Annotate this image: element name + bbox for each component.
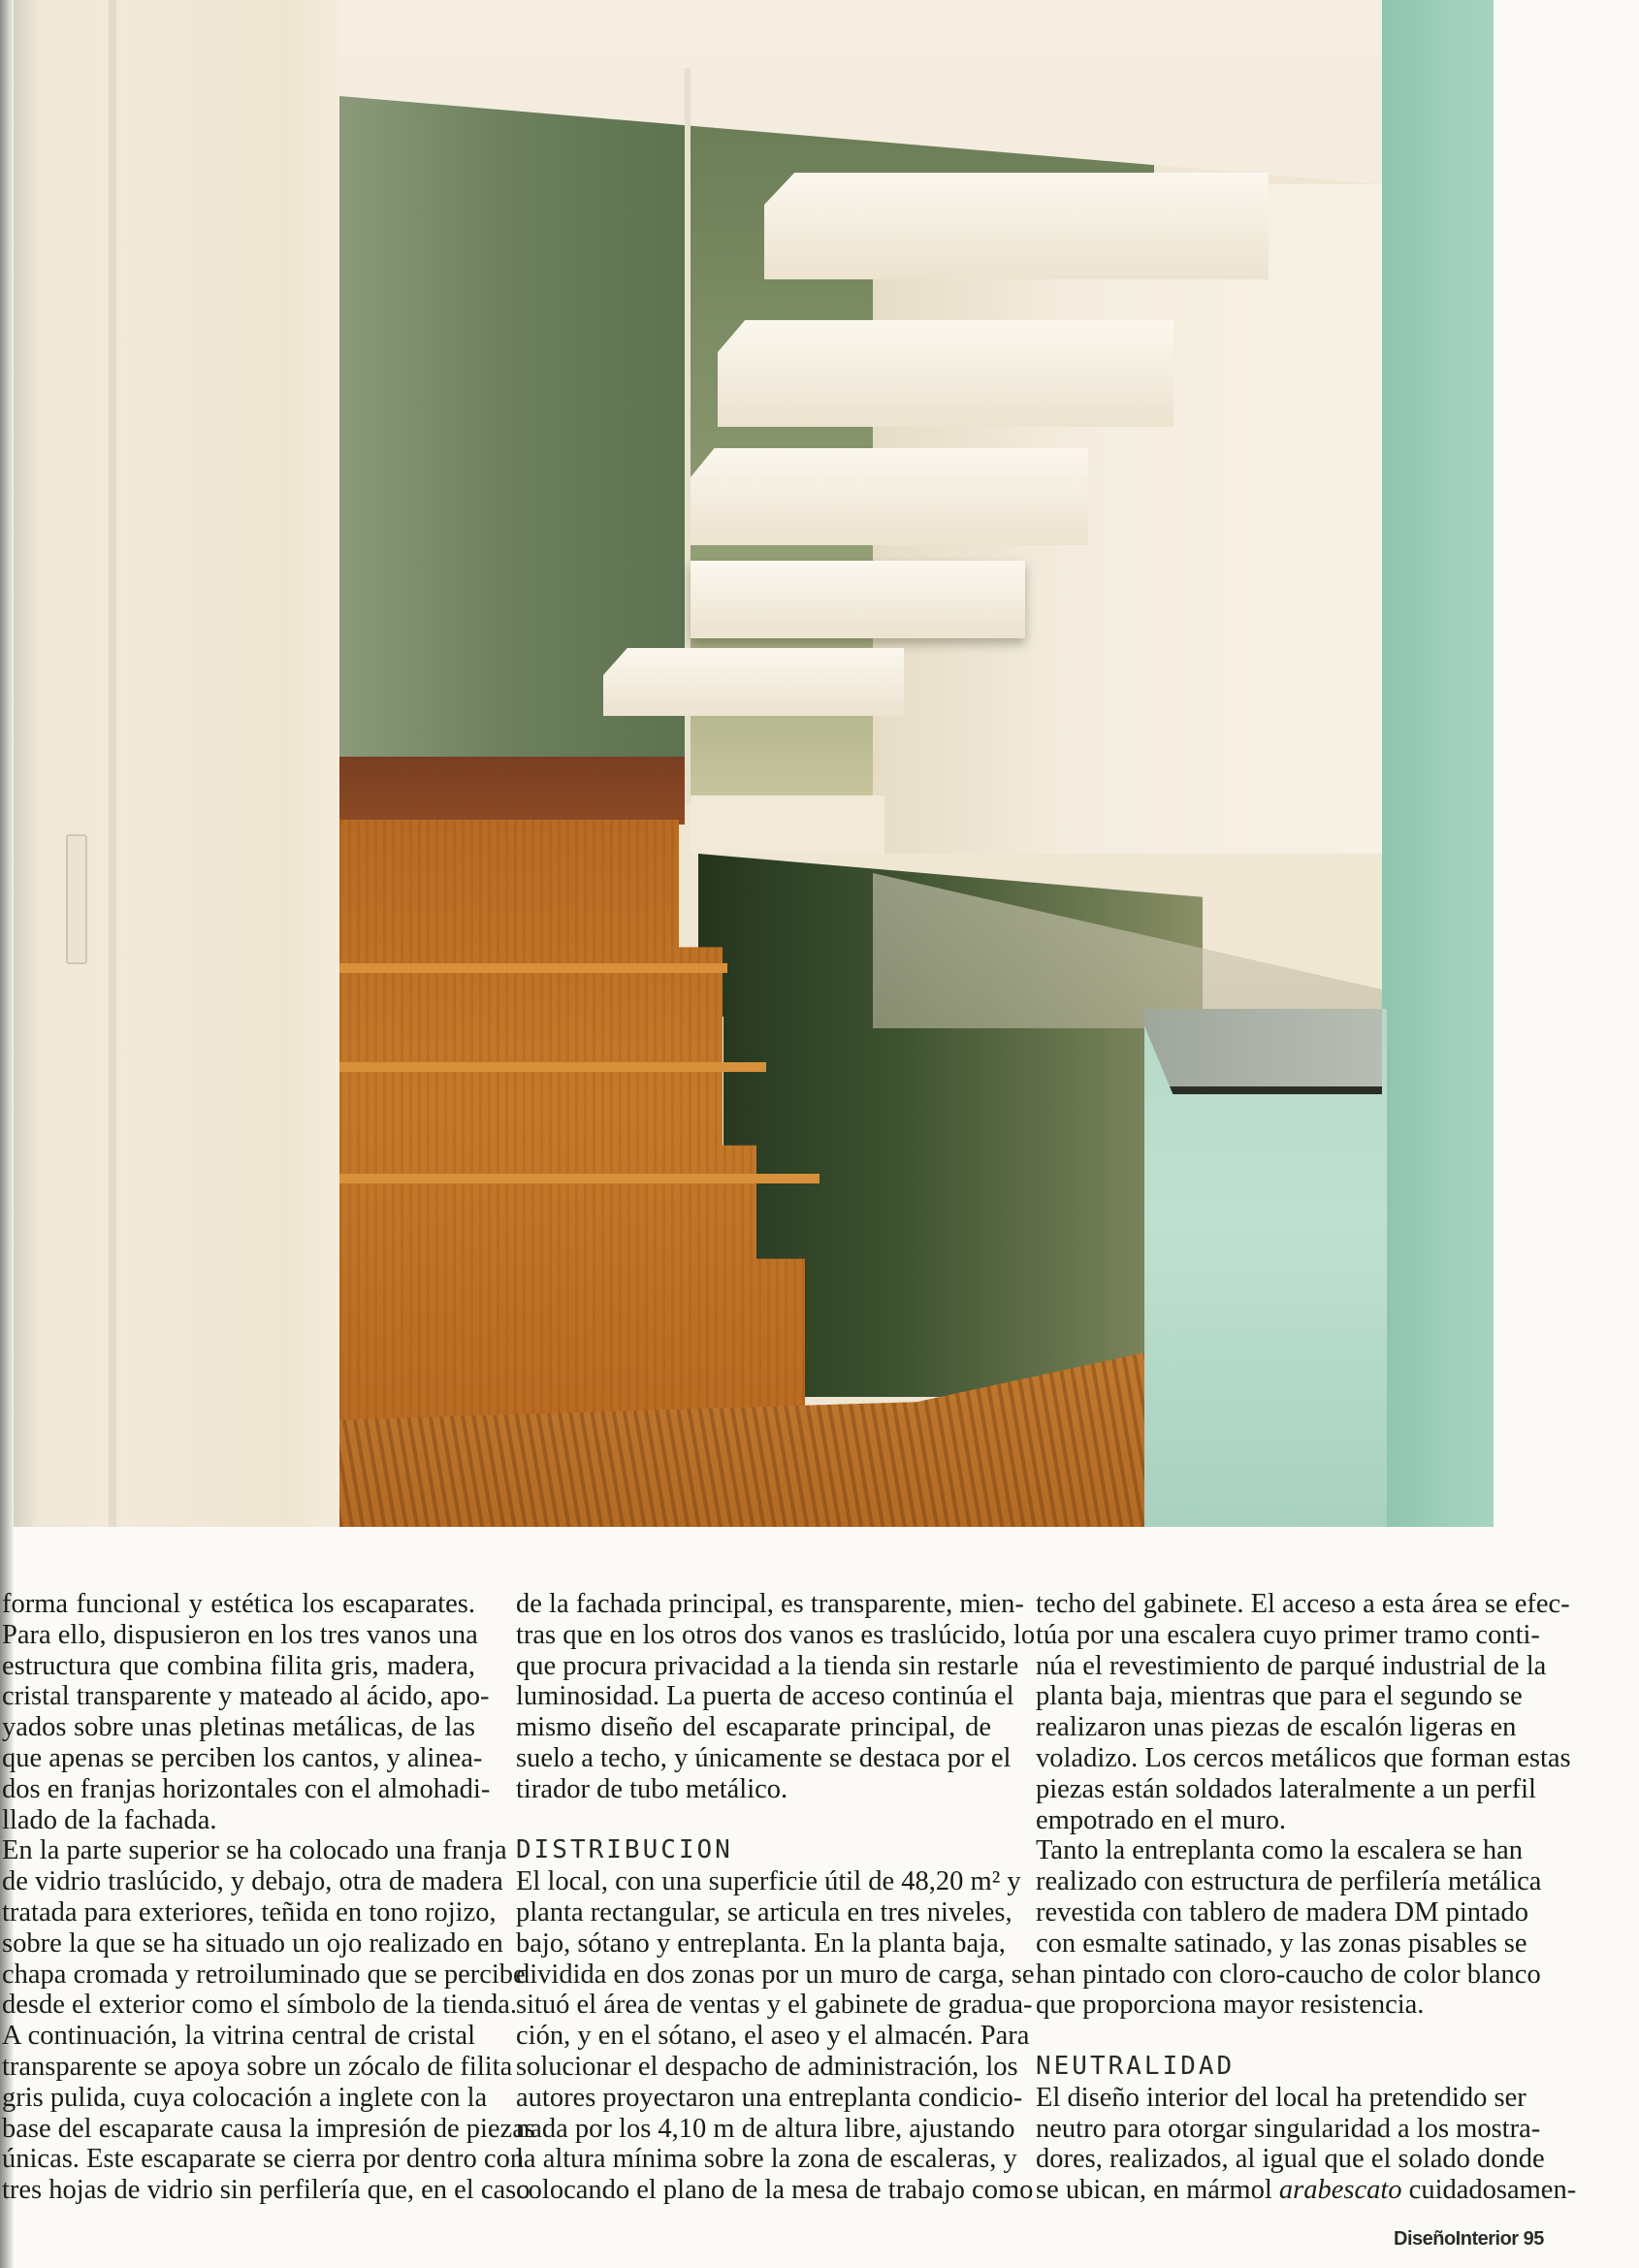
section-gap [1036,2021,1507,2052]
text-line: colocando el plano de la mesa de trabajo como [516,2175,1034,2206]
text-line: solucionar el despacho de administración, los [516,2051,1018,2082]
text-line: luminosidad. La puerta de acceso continúa el [516,1681,1014,1712]
paragraph [2,1589,491,1835]
text-line: piezas están soldados lateralmente a un perfil [1036,1773,1536,1804]
paragraph [516,1866,1035,2206]
text-line: El diseño interior del local ha pretendido ser [1036,2082,1527,2113]
photo-teal-wall [1382,0,1494,1527]
text-line: sobre la que se ha situado un ojo realizado en [2,1928,503,1959]
text-line: que apenas se perciben los cantos, y alinea- [2,1742,483,1773]
text-line: realizaron unas piezas de escalón ligeras en [1036,1712,1517,1743]
paragraph [1036,1589,1571,1835]
text-line: empotrado en el muro. [1036,1804,1287,1835]
paragraph [2,1835,535,2206]
text-line: estructura que combina filita gris, madera, [2,1650,475,1681]
text-line: realizado con estructura de perfilería metálica [1036,1866,1542,1897]
photo-left-wall [0,0,339,1527]
floating-step [764,173,1269,279]
text-line: El local, con una superficie útil de 48,20 m² y [516,1866,1021,1897]
text-line: cristal transparente y mateado al ácido, apo- [2,1681,490,1712]
text-line: desde el exterior como el símbolo de la tienda. [2,1990,518,2021]
text-column-3 [1036,1589,1577,2206]
text-run: cuidadosamen- [1401,2175,1577,2206]
floating-step [718,320,1173,427]
text-line: han pintado con cloro-caucho de color blanco [1036,1959,1541,1990]
text-line [1036,2175,1577,2206]
floating-step [691,448,1088,545]
text-line: núa el revestimiento de parqué industrial de la [1036,1650,1547,1681]
text-line: la altura mínima sobre la zona de escaleras, y [516,2144,1017,2175]
text-line: que procura privacidad a la tienda sin restarle [516,1650,1019,1681]
text-line: chapa cromada y retroiluminado que se percibe [2,1959,526,1990]
text-line: Para ello, dispusieron en los tres vanos una [2,1619,478,1650]
text-line: autores proyectaron una entreplanta condicio- [516,2082,1023,2113]
stair-tread [339,1062,766,1072]
text-run: se ubican, en mármol [1036,2175,1279,2206]
italic-term: arabescato [1278,2175,1402,2206]
text-line: de vidrio traslúcido, y debajo, otra de madera [2,1866,503,1897]
text-line: únicas. Este escaparate se cierra por dentro con [2,2144,525,2175]
text-line: situó el área de ventas y el gabinete de gradua- [516,1990,1033,2021]
text-line: gris pulida, cuya colocación a inglete con la [2,2082,488,2113]
text-line: ción, y en el sótano, el aseo y el almacén. Para [516,2021,1030,2052]
text-line: planta rectangular, se articula en tres niveles, [516,1896,1012,1928]
stair-tread [339,963,727,973]
text-line: yados sobre unas pletinas metálicas, de las [2,1712,475,1743]
text-line: base del escaparate causa la impresión de piezas [2,2113,535,2144]
section-gap [516,1805,991,1836]
text-line: tratada para exteriores, teñida en tono rojizo, [2,1896,497,1928]
text-line: tirador de tubo metálico. [516,1773,788,1804]
text-line: de la fachada principal, es transparente, mien- [516,1589,1024,1619]
text-line: que proporciona mayor resistencia. [1036,1990,1425,2021]
photo-wall-edge [109,0,116,1527]
section-heading-neutralidad: NEUTRALIDAD [1036,2051,1236,2081]
text-line: dos en franjas horizontales con el almohadi- [2,1773,491,1804]
paragraph [516,1589,1036,1805]
text-line: transparente se apoya sobre un zócalo de filita [2,2051,513,2082]
section-heading-distribucion: DISTRIBUCION [516,1835,733,1865]
text-line: tras que en los otros dos vanos es traslúcido, lo [516,1619,1036,1650]
text-line: suelo a techo, y únicamente se destaca por el [516,1742,1012,1773]
text-line: neutro para otorgar singularidad a los mostra- [1036,2113,1541,2144]
paragraph [1036,1835,1542,2021]
photo-marble-counter-top [1144,1009,1382,1094]
text-line: túa por una escalera cuyo primer tramo conti- [1036,1619,1540,1650]
text-line: bajo, sótano y entreplanta. En la planta baja, [516,1928,1006,1959]
floating-step [691,561,1025,638]
text-line: voladizo. Los cercos metálicos que forman estas [1036,1742,1571,1773]
text-line: llado de la fachada. [2,1804,217,1835]
text-line: En la parte superior se ha colocado una franja [2,1835,507,1866]
text-line: forma funcional y estética los escaparates. [2,1589,475,1619]
wooden-stair-top [339,757,685,825]
photo-landing [691,795,884,854]
text-line: planta baja, mientras que para el segundo se [1036,1681,1523,1712]
page-folio: DiseñoInterior 95 [1394,2228,1544,2250]
text-line: A continuación, la vitrina central de cristal [2,2021,475,2052]
text-line: nada por los 4,10 m de altura libre, ajustando [516,2113,1015,2144]
paragraph [1036,2082,1577,2206]
text-line: con esmalte satinado, y las zonas pisables se [1036,1928,1527,1959]
floating-step [603,648,904,716]
text-line: dividida en dos zonas por un muro de carga, se [516,1959,1035,1990]
text-line: tres hojas de vidrio sin perfilería que, en el caso [2,2175,530,2206]
text-line: mismo diseño del escaparate principal, de [516,1712,991,1743]
text-line: dores, realizados, al igual que el solado donde [1036,2144,1545,2175]
text-column-2 [516,1589,1036,2206]
text-line: techo del gabinete. El acceso a esta área se efec- [1036,1589,1570,1619]
photo-stairwell-wall [873,834,1382,1028]
text-line: revestida con tablero de madera DM pintado [1036,1896,1529,1928]
text-line: Tanto la entreplanta como la escalera se han [1036,1835,1524,1866]
text-column-1 [0,1589,535,2206]
light-switch [66,834,87,964]
stair-tread [339,1174,820,1183]
